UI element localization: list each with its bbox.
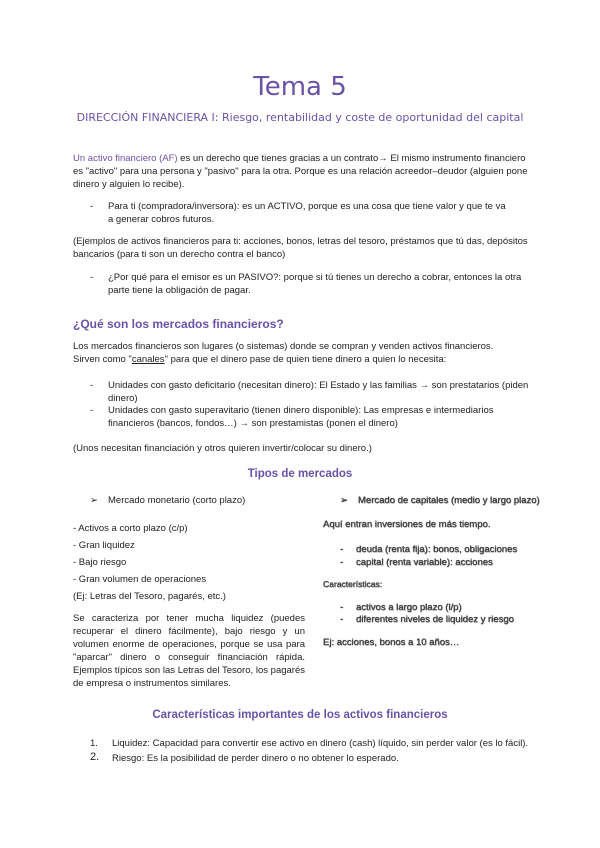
feature-number: 1. — [90, 738, 98, 749]
capital-market-item-text: capital (renta variable): acciones — [356, 557, 493, 568]
page-title: Tema 5 — [253, 72, 347, 102]
feature-number: 2. — [90, 751, 100, 763]
capital-market-item: - deuda (renta fija): bonos, obligaciones — [340, 543, 550, 556]
capital-market-example: Ej: acciones, bonos a 10 años… — [323, 637, 460, 648]
money-market-paragraph: Se caracteriza por tener mucha liquidez (puedes recuperar el dinero fácilmente), bajo riesgo y un volumen enorme de operaciones, porque se usa para "aparcar" dinero o conseguir financiación rápida. Ejemplos típicos son las Letras del Tesoro, los pagarés de empresa o instrumentos similares. — [73, 613, 305, 689]
markets-bullet-deficit-text: Unidades con gasto deficitario (necesitan dinero): El Estado y las familias → son prestatarios (piden dinero) — [108, 380, 529, 404]
capital-market-label — [340, 494, 550, 507]
markets-bullet-superavit-text: Unidades con gasto superavitario (tienen dinero disponible): Las empresas e intermediarios financieros (bancos, fondos…) → son prestamistas (ponen el dinero) — [108, 405, 494, 429]
money-market-label-text: Mercado monetario (corto plazo) — [108, 495, 246, 506]
section-heading-markets: ¿Qué son los mercados financieros? — [73, 317, 284, 331]
feature-item-riesgo — [90, 752, 550, 765]
intro-bullet-activo-text: Para ti (compradora/inversora): es un ACTIVO, porque es una cosa que tiene valor y que te va a generar cobros futuros. — [108, 201, 506, 225]
money-market-item: - Activos a corto plazo (c/p) — [73, 523, 188, 534]
markets-bullet-superavit: - Unidades con gasto superavitario (tienen dinero disponible): Las empresas e intermediarios financieros (bancos, fondos…) → son prestamistas (ponen el dinero) — [90, 404, 530, 430]
markets-note: (Unos necesitan financiación y otros quieren invertir/colocar su dinero.) — [73, 443, 372, 454]
money-market-item: - Gran liquidez — [73, 540, 135, 551]
markets-line2-a: Sirven como " — [73, 354, 132, 365]
money-market-item: (Ej: Letras del Tesoro, pagarés, etc.) — [73, 591, 226, 602]
section-heading-types: Tipos de mercados — [247, 468, 353, 480]
capital-market-intro: Aquí entran inversiones de más tiempo. — [323, 519, 491, 530]
feature-item-liquidez — [90, 737, 550, 750]
feature-text: : Capacidad para convertir ese activo en dinero (cash) líquido, sin perder valor (es lo fácil). — [147, 738, 529, 749]
feature-term: Riesgo — [112, 753, 142, 764]
capital-market-item: - capital (renta variable): acciones — [340, 556, 550, 569]
money-market-label — [90, 494, 310, 507]
capital-market-char-label: Características: — [323, 579, 383, 589]
intro-examples: (Ejemplos de activos financieros para ti: acciones, bonos, letras del tesoro, préstamos que tú das, depósitos bancarios (para ti son un derecho contra el banco) — [73, 236, 528, 260]
money-market-list — [73, 520, 303, 605]
page-subtitle: DIRECCIÓN FINANCIERA I: Riesgo, rentabilidad y coste de oportunidad del capital — [76, 111, 524, 124]
markets-line2-underlined: canales — [131, 354, 165, 365]
markets-line2-b: " para que el dinero pase de quien tiene dinero a quien lo necesita: — [164, 354, 447, 365]
markets-bullet-deficit: - Unidades con gasto deficitario (necesitan dinero): El Estado y las familias → son prestatarios (piden dinero) — [90, 380, 529, 404]
markets-line1: Los mercados financieros son lugares (o sistemas) donde se compran y venden activos financieros. — [73, 341, 494, 352]
capital-market-char: - activos a largo plazo (l/p) — [340, 601, 550, 614]
feature-term: Liquidez — [112, 738, 148, 749]
arrow-bullet-icon: ➢ — [340, 495, 348, 506]
feature-text: : Es la posibilidad de perder dinero o no obtener lo esperado. — [141, 753, 399, 764]
intro-bullet-pasivo-text: ¿Por qué para el emisor es un PASIVO?: porque si tú tienes un derecho a cobrar, entonces la otra parte tiene la obligación de pagar. — [108, 272, 522, 296]
money-market-item: - Bajo riesgo — [73, 557, 127, 568]
markets-line2 — [73, 353, 543, 366]
intro-term: Un activo financiero (AF) — [73, 153, 178, 164]
capital-market-char: - diferentes niveles de liquidez y riesgo — [340, 613, 550, 626]
intro-text: es un derecho que tienes gracias a un contrato→ El mismo instrumento financiero es "activo" para una persona y "pasivo" para la otra. Porque es una relación acreedor–deudor (alguien pone dinero y alguien lo recibe). — [73, 153, 528, 190]
capital-market-char-text: diferentes niveles de liquidez y riesgo — [356, 614, 514, 625]
money-market-item: - Gran volumen de operaciones — [73, 574, 207, 585]
capital-market-char-text: activos a largo plazo (l/p) — [356, 602, 462, 613]
arrow-bullet-icon: ➢ — [90, 495, 98, 506]
intro-bullet-activo: - Para ti (compradora/inversora): es un ACTIVO, porque es una cosa que tiene valor y que te va a generar cobros futuros. — [90, 200, 510, 226]
section-heading-features: Características importantes de los activos financieros — [152, 709, 448, 721]
capital-market-item-text: deuda (renta fija): bonos, obligaciones — [356, 544, 518, 555]
intro-paragraph — [73, 152, 533, 191]
intro-bullet-pasivo: - ¿Por qué para el emisor es un PASIVO?: porque si tú tienes un derecho a cobrar, entonces la otra parte tiene la obligación de pagar. — [90, 271, 530, 297]
capital-market-label-text: Mercado de capitales (medio y largo plazo) — [358, 495, 540, 506]
